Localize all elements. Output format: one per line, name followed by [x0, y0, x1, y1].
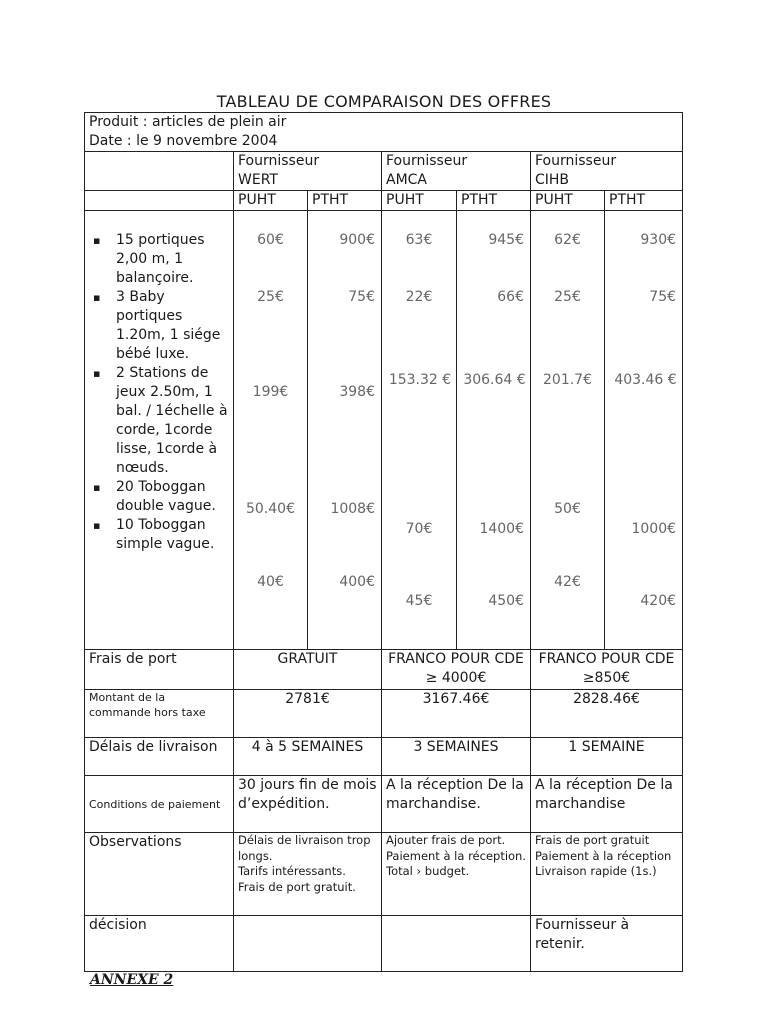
price-header-row — [85, 191, 683, 211]
empty-header-cell — [85, 191, 234, 211]
price-value: 945€ — [488, 232, 524, 248]
price-value: 153.32 € — [388, 372, 452, 388]
delais-amca: 3 SEMAINES — [382, 738, 531, 776]
decision-label: décision — [85, 916, 234, 972]
price-value: 1000€ — [631, 521, 677, 537]
delais-wert: 4 à 5 SEMAINES — [234, 738, 382, 776]
page-title: TABLEAU DE COMPARAISON DES OFFRES — [216, 92, 552, 111]
price-value: 420€ — [640, 593, 677, 609]
decision-row — [85, 916, 683, 972]
decision-cihb: Fournisseur à retenir. — [531, 916, 683, 972]
items-cell — [85, 211, 234, 650]
observations-wert: Délais de livraison trop longs. Tarifs intéressants. Frais de port gratuit. — [234, 833, 382, 916]
price-value: 25€ — [554, 289, 581, 305]
items-list — [89, 231, 229, 554]
cihb-ptht-cell — [605, 211, 683, 650]
items-row — [85, 211, 683, 650]
cihb-puht-cell — [531, 211, 605, 650]
list-item: ▪ 20 Toboggan double vague. — [111, 478, 229, 516]
frais-port-row — [85, 650, 683, 690]
observations-label: Observations — [85, 833, 234, 916]
comparison-table — [84, 112, 683, 972]
frais-port-amca: FRANCO POUR CDE ≥ 4000€ — [382, 650, 531, 690]
frais-port-label: Frais de port — [85, 650, 234, 690]
decision-wert — [234, 916, 382, 972]
conditions-cihb: A la réception De la marchandise — [531, 776, 683, 833]
puht-header: PUHT — [531, 191, 605, 211]
price-value: 900€ — [339, 232, 375, 248]
price-value: 60€ — [257, 232, 284, 248]
montant-label: Montant de la commande hors taxe — [85, 690, 234, 738]
price-value: 66€ — [497, 289, 524, 305]
price-value: 306.64 € — [463, 372, 526, 388]
price-value: 45€ — [405, 593, 433, 609]
product-info-cell — [85, 113, 683, 152]
price-value: 62€ — [554, 232, 581, 248]
supplier-header-row — [85, 152, 683, 191]
price-value: 50€ — [554, 501, 581, 517]
observations-amca: Ajouter frais de port. Paiement à la réception. Total › budget. — [382, 833, 531, 916]
product-row — [85, 113, 683, 152]
price-value: 63€ — [405, 232, 433, 248]
price-value: 450€ — [488, 593, 524, 609]
montant-amca: 3167.46€ — [382, 690, 531, 738]
delais-cihb: 1 SEMAINE — [531, 738, 683, 776]
list-item: ▪ 2 Stations de jeux 2.50m, 1 bal. / 1échelle à corde, 1corde lisse, 1corde à nœuds. — [111, 364, 229, 478]
conditions-amca: A la réception De la marchandise. — [382, 776, 531, 833]
delais-row — [85, 738, 683, 776]
price-value: 22€ — [405, 289, 433, 305]
decision-amca — [382, 916, 531, 972]
montant-cihb: 2828.46€ — [531, 690, 683, 738]
supplier-amca-header: Fournisseur AMCA — [382, 152, 531, 191]
list-item: ▪ 10 Toboggan simple vague. — [111, 516, 229, 554]
price-value: 398€ — [339, 384, 375, 400]
price-value: 75€ — [649, 289, 677, 305]
price-value: 1008€ — [330, 501, 375, 517]
observations-cihb: Frais de port gratuit Paiement à la réception Livraison rapide (1s.) — [531, 833, 683, 916]
montant-row — [85, 690, 683, 738]
supplier-wert-header: Fournisseur WERT — [234, 152, 382, 191]
delais-label: Délais de livraison — [85, 738, 234, 776]
conditions-wert: 30 jours fin de mois d’expédition. — [234, 776, 382, 833]
ptht-header: PTHT — [605, 191, 683, 211]
product-label: Produit : articles de plein air — [89, 114, 287, 130]
supplier-cihb-header: Fournisseur CIHB — [531, 152, 683, 191]
annexe-label: ANNEXE 2 — [90, 972, 174, 988]
conditions-label: Conditions de paiement — [85, 776, 234, 833]
price-value: 1400€ — [479, 521, 524, 537]
list-item: ▪ 3 Baby portiques 1.20m, 1 siége bébé luxe. — [111, 288, 229, 364]
price-value: 400€ — [339, 574, 375, 590]
montant-wert: 2781€ — [234, 690, 382, 738]
price-value: 930€ — [640, 232, 677, 248]
empty-header-cell — [85, 152, 234, 191]
price-value: 75€ — [348, 289, 375, 305]
price-value: 50.40€ — [246, 501, 295, 517]
price-value: 199€ — [252, 384, 289, 400]
amca-ptht-cell — [457, 211, 531, 650]
price-value: 40€ — [257, 574, 284, 590]
wert-puht-cell — [234, 211, 308, 650]
puht-header: PUHT — [234, 191, 308, 211]
puht-header: PUHT — [382, 191, 457, 211]
observations-row — [85, 833, 683, 916]
wert-ptht-cell — [308, 211, 382, 650]
frais-port-cihb: FRANCO POUR CDE ≥850€ — [531, 650, 683, 690]
date-label: Date : le 9 novembre 2004 — [89, 133, 278, 149]
ptht-header: PTHT — [308, 191, 382, 211]
price-value: 403.46 € — [614, 372, 677, 388]
list-item: ▪ 15 portiques 2,00 m, 1 balançoire. — [111, 231, 229, 288]
conditions-row — [85, 776, 683, 833]
price-value: 70€ — [405, 521, 433, 537]
price-value: 25€ — [257, 289, 284, 305]
ptht-header: PTHT — [457, 191, 531, 211]
amca-puht-cell — [382, 211, 457, 650]
price-value: 201.7€ — [543, 372, 592, 388]
frais-port-wert: GRATUIT — [234, 650, 382, 690]
price-value: 42€ — [554, 574, 581, 590]
